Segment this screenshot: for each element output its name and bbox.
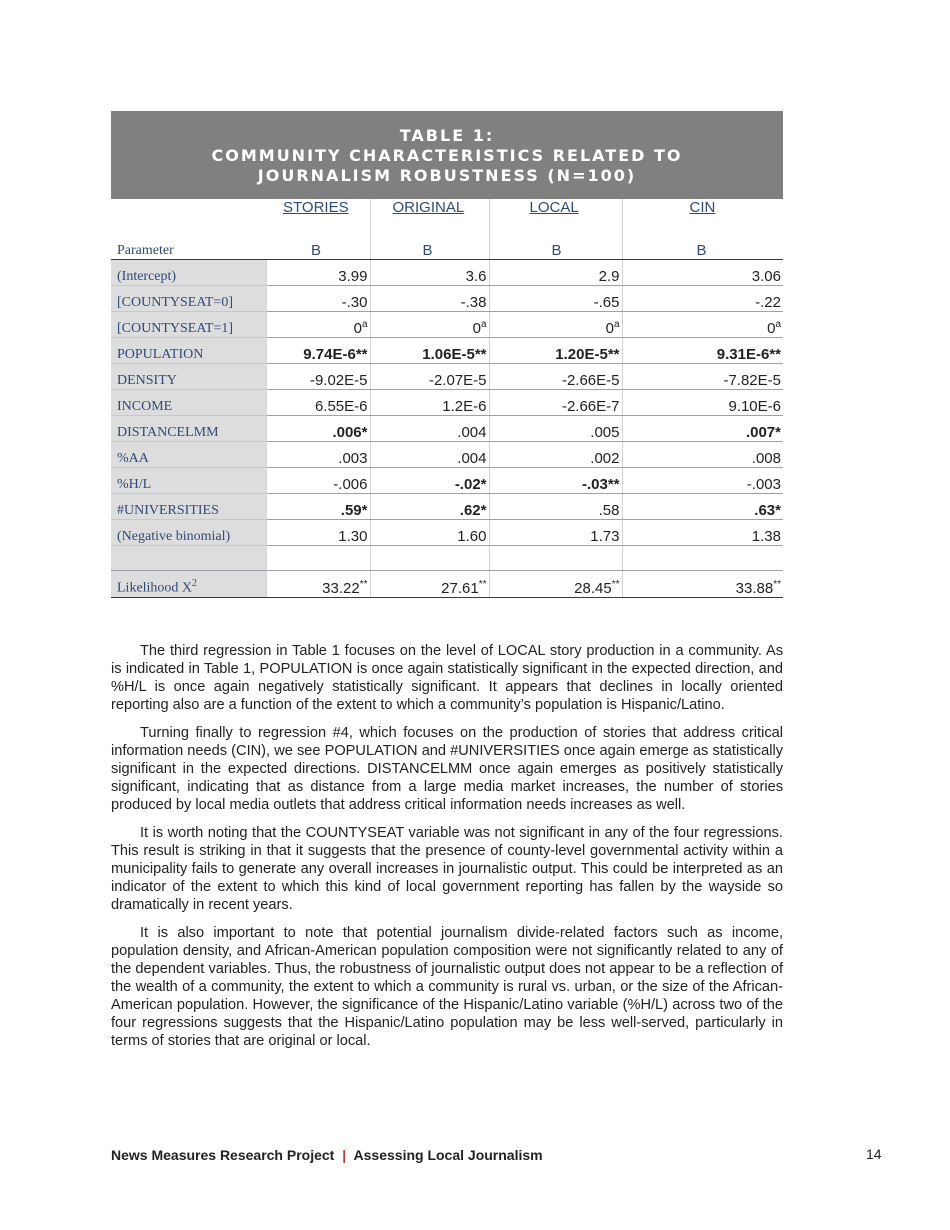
cell-value (370, 260, 489, 286)
footnote-marker: a (361, 319, 368, 330)
likelihood-label: Likelihood $X^2$ (111, 571, 266, 598)
cell-value (622, 286, 783, 312)
cell-value (489, 364, 622, 390)
cell-text: -2.07E-5 (428, 372, 487, 389)
cell-text: .63* (754, 502, 781, 519)
cell-value (622, 416, 783, 442)
regression-table (111, 111, 783, 598)
parameter-row (111, 235, 783, 260)
cell-value (370, 416, 489, 442)
b-label-stories: B (266, 235, 370, 260)
table-title-line-2: COMMUNITY CHARACTERISTICS RELATED TO (211, 146, 683, 165)
cell-text: .004 (457, 450, 487, 467)
footnote-marker: a (480, 319, 487, 330)
cell-value (489, 416, 622, 442)
cell-text: .006* (332, 424, 368, 441)
cell-value (266, 312, 370, 338)
row-label: #UNIVERSITIES (111, 494, 266, 520)
paragraph-4: It is also important to note that potential journalism divide-related factors such as income, population density, and African-American population composition were not significantly related to any of the dependent variables. Thus, the robustness of journalistic output does not appear to be a reflection of the wealth of a community, the extent to which a community is rural vs. urban, or the size of the African-American population. However, the significance of the Hispanic/Latino variable (%H/L) across two of the four regressions suggests that the Hispanic/Latino population may be less well-served, particularly in terms of stories that are original or local. (111, 925, 783, 1049)
cell-value (370, 390, 489, 416)
cell-value (489, 442, 622, 468)
cell-value (622, 520, 783, 546)
regression-table-grid (111, 199, 783, 598)
cell-text: 9.31E-6** (716, 346, 781, 363)
cell-text: -.006 (333, 476, 368, 493)
cell-value (622, 468, 783, 494)
cell-text: .58 (598, 502, 620, 519)
cell-text: .59* (340, 502, 368, 519)
cell-text: 3.06 (751, 268, 781, 285)
column-header-cin: CIN (622, 199, 783, 235)
cell-value (370, 364, 489, 390)
cell-text: -2.66E-7 (561, 398, 620, 415)
table-row (111, 260, 783, 286)
footnote-marker: a (613, 319, 620, 330)
cell-value (266, 364, 370, 390)
row-label: %H/L (111, 468, 266, 494)
footer-project-name: News Measures Research Project (111, 1147, 335, 1163)
cell-text: 1.60 (457, 528, 487, 545)
cell-text: 0 (767, 320, 776, 337)
cell-text: .62* (459, 502, 487, 519)
cell-text: .004 (457, 424, 487, 441)
cell-value (622, 494, 783, 520)
likelihood-row (111, 571, 783, 598)
row-label: (Intercept) (111, 260, 266, 286)
cell-value (489, 338, 622, 364)
cell-value (370, 520, 489, 546)
column-header-local: LOCAL (489, 199, 622, 235)
row-label: [COUNTYSEAT=1] (111, 312, 266, 338)
cell-text: -2.66E-5 (561, 372, 620, 389)
cell-value (370, 468, 489, 494)
cell-text: 6.55E-6 (314, 398, 368, 415)
cell-text: -.02* (454, 476, 487, 493)
cell-value (489, 286, 622, 312)
cell-value (489, 312, 622, 338)
cell-value (489, 520, 622, 546)
table-row (111, 364, 783, 390)
cell-text: -.03** (581, 476, 620, 493)
cell-value (622, 364, 783, 390)
cell-value (489, 260, 622, 286)
cell-text: -.38 (460, 294, 487, 311)
cell-value (370, 442, 489, 468)
cell-value (489, 468, 622, 494)
cell-text: 1.30 (338, 528, 368, 545)
table-title-line-3: JOURNALISM ROBUSTNESS (N=100) (257, 166, 637, 185)
paragraph-1: The third regression in Table 1 focuses on the level of LOCAL story production in a community. As is indicated in Table 1, POPULATION is once again statistically significant in the expected direction, and %H/L is once again negatively statistically significant. It appears that declines in locally oriented reporting also are a function of the extent to which a community’s population is Hispanic/Latino. (111, 643, 783, 713)
cell-value (266, 390, 370, 416)
parameter-label: Parameter (111, 235, 266, 260)
cell-text: -9.02E-5 (309, 372, 368, 389)
cell-text: 0 (605, 320, 614, 337)
row-label: [COUNTYSEAT=0] (111, 286, 266, 312)
row-label: POPULATION (111, 338, 266, 364)
cell-value (370, 338, 489, 364)
cell-value (489, 390, 622, 416)
likelihood-value: 33.22** (266, 571, 370, 598)
cell-text: 1.2E-6 (442, 398, 487, 415)
table-row (111, 338, 783, 364)
table-row (111, 442, 783, 468)
cell-text: .008 (751, 450, 781, 467)
column-header-stories: STORIES (283, 199, 349, 216)
cell-text: 9.74E-6** (303, 346, 368, 363)
cell-text: 3.99 (338, 268, 368, 285)
cell-text: -7.82E-5 (723, 372, 781, 389)
cell-text: -.22 (755, 294, 781, 311)
cell-text: 0 (353, 320, 362, 337)
cell-text: -.003 (746, 476, 781, 493)
page-number: 14 (866, 1146, 882, 1162)
column-header-original: ORIGINAL (370, 199, 489, 235)
cell-text: .003 (338, 450, 368, 467)
cell-value (266, 260, 370, 286)
paragraph-2: Turning finally to regression #4, which focuses on the production of stories that address critical information needs (CIN), we see POPULATION and #UNIVERSITIES once again emerge as statistically significant in the expected directions. DISTANCELMM once again emerges as positively statistically significant, indicating that as distance from a large media market increases, the number of stories produced by local media outlets that address critical information needs increases as well. (111, 725, 783, 813)
cell-text: -.30 (341, 294, 368, 311)
cell-value (266, 494, 370, 520)
cell-value (266, 416, 370, 442)
cell-text: -.65 (593, 294, 620, 311)
cell-value (622, 260, 783, 286)
cell-value (266, 442, 370, 468)
cell-value (370, 312, 489, 338)
cell-text: 0 (472, 320, 481, 337)
cell-text: .007* (745, 424, 781, 441)
cell-value (622, 312, 783, 338)
cell-text: .005 (590, 424, 620, 441)
footer (111, 1147, 783, 1163)
cell-value (622, 338, 783, 364)
likelihood-value: 27.61** (370, 571, 489, 598)
row-label: DENSITY (111, 364, 266, 390)
cell-value (266, 468, 370, 494)
likelihood-value: 33.88** (622, 571, 783, 598)
cell-value (370, 286, 489, 312)
cell-value (489, 494, 622, 520)
table-row (111, 416, 783, 442)
paragraph-3: It is worth noting that the COUNTYSEAT variable was not significant in any of the four regressions. This result is striking in that it suggests that the presence of county-level governmental activity within a municipality fails to generate any overall increases in journalistic output. This could be interpreted as an indicator of the extent to which this kind of local government reporting has fallen by the wayside so dramatically in recent years. (111, 825, 783, 913)
b-label-cin: B (622, 235, 783, 260)
cell-text: 1.38 (751, 528, 781, 545)
cell-value (266, 338, 370, 364)
spacer-row (111, 546, 783, 571)
row-label: INCOME (111, 390, 266, 416)
cell-text: 3.6 (465, 268, 487, 285)
row-label: (Negative binomial) (111, 520, 266, 546)
cell-text: .002 (590, 450, 620, 467)
cell-value (622, 442, 783, 468)
table-row (111, 312, 783, 338)
table-row (111, 286, 783, 312)
table-title (111, 111, 783, 199)
footer-report-name: Assessing Local Journalism (353, 1147, 543, 1163)
cell-value (370, 494, 489, 520)
cell-text: 2.9 (598, 268, 620, 285)
cell-text: 1.06E-5** (422, 346, 487, 363)
row-label: DISTANCELMM (111, 416, 266, 442)
b-label-local: B (489, 235, 622, 260)
row-label: %AA (111, 442, 266, 468)
table-title-line-1: TABLE 1: (399, 126, 495, 145)
table-row (111, 520, 783, 546)
cell-text: 1.20E-5** (555, 346, 620, 363)
column-header-row (111, 199, 783, 235)
cell-value (266, 520, 370, 546)
likelihood-value: 28.45** (489, 571, 622, 598)
footnote-marker: a (775, 319, 781, 330)
cell-text: 9.10E-6 (728, 398, 781, 415)
b-label-original: B (370, 235, 489, 260)
footer-separator: | (342, 1147, 347, 1163)
table-row (111, 468, 783, 494)
cell-value (622, 390, 783, 416)
cell-value (266, 286, 370, 312)
cell-text: 1.73 (590, 528, 620, 545)
table-row (111, 390, 783, 416)
table-row (111, 494, 783, 520)
body-text (111, 642, 783, 1060)
